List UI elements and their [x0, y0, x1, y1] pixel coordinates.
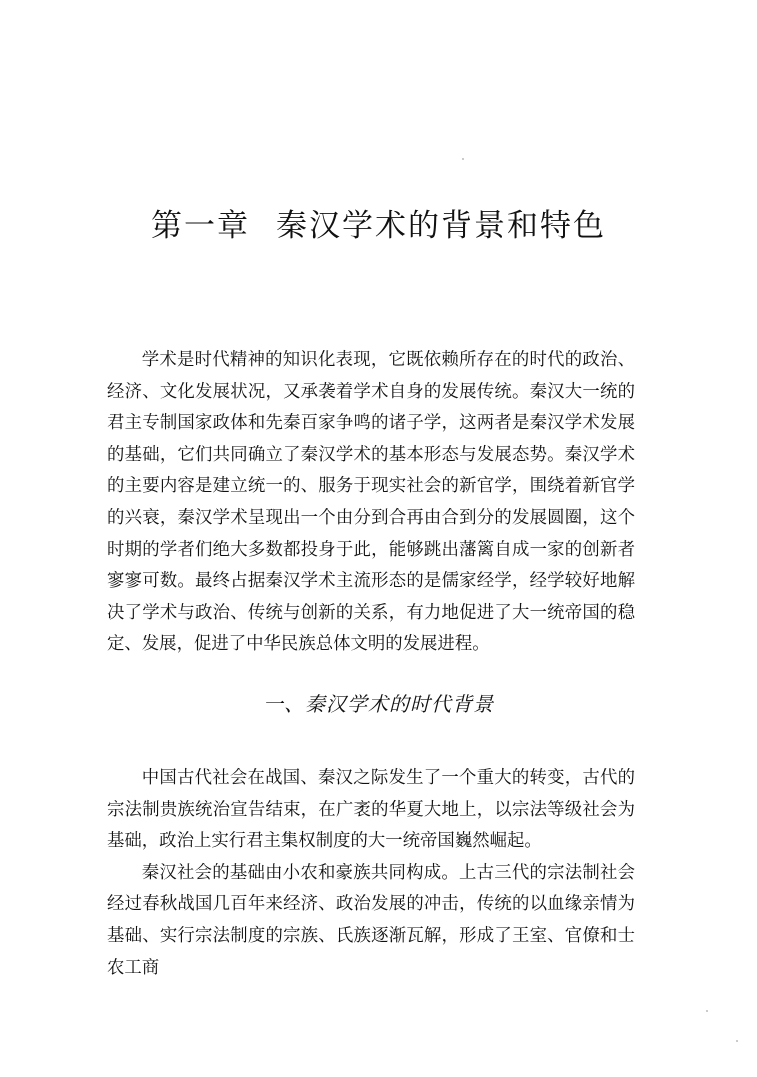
speck: [706, 1010, 708, 1012]
section-heading: 一、秦汉学术的时代背景: [263, 692, 494, 716]
speck: [462, 158, 464, 160]
chapter-heading: [0, 200, 757, 245]
speck: [736, 1040, 738, 1042]
section-body: [107, 763, 635, 984]
intro-section: [107, 345, 635, 661]
chapter-title: 秦汉学术的背景和特色: [276, 208, 606, 244]
chapter-number: 第一章: [151, 208, 250, 244]
body-paragraph: 秦汉社会的基础由小农和豪族共同构成。上古三代的宗法制社会经过春秋战国几百年来经济、政治发展的冲击，传统的以血缘亲情为基础、实行宗法制度的宗族、氏族逐渐瓦解，形成了王室、官僚和士农工商: [107, 862, 635, 978]
body-paragraph: 中国古代社会在战国、秦汉之际发生了一个重大的转变，古代的宗法制贵族统治宣告结束，在广袤的华夏大地上，以宗法等级社会为基础，政治上实行君主集权制度的大一统帝国巍然崛起。: [107, 768, 635, 852]
intro-paragraph: 学术是时代精神的知识化表现，它既依赖所存在的时代的政治、经济、文化发展状况，又承袭着学术自身的发展传统。秦汉大一统的君主专制国家政体和先秦百家争鸣的诸子学，这两者是秦汉学术发展的基础，它们共同确立了秦汉学术的基本形态与发展态势。秦汉学术的主要内容是建立统一的、服务于现实社会的新官学，围绕着新官学的兴衰，秦汉学术呈现出一个由分到合再由合到分的发展圆圈，这个时期的学者们绝大多数都投身于此，能够跳出藩篱自成一家的创新者寥寥可数。最终占据秦汉学术主流形态的是儒家经学，经学较好地解决了学术与政治、传统与创新的关系，有力地促进了大一统帝国的稳定、发展，促进了中华民族总体文明的发展进程。: [107, 350, 635, 655]
